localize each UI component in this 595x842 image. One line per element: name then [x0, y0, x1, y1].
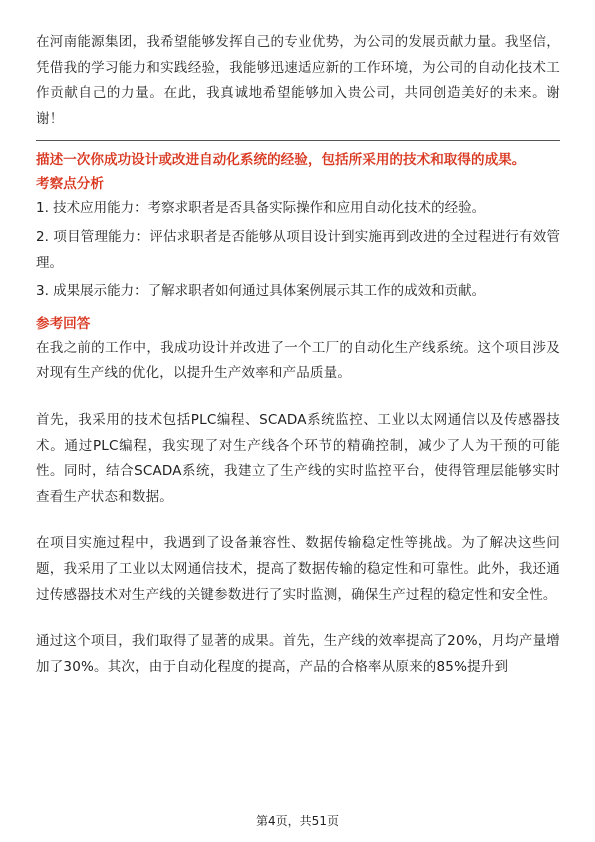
- answer-paragraph: 在我之前的工作中，我成功设计并改进了一个工厂的自动化生产线系统。这个项目涉及对现有生产线的优化，以提升生产效率和产品质量。: [36, 339, 560, 382]
- answer-paragraph: 首先，我采用的技术包括PLC编程、SCADA系统监控、工业以太网通信以及传感器技术。通过PLC编程，我实现了对生产线各个环节的精确控制，减少了人为干预的可能性。同时，结合SCADA系统，我建立了生产线的实时监控平台，使得管理层能够实时查看生产状态和数据。: [36, 411, 560, 505]
- page-number: 第4页，共51页: [256, 814, 339, 828]
- answer-paragraph: 通过这个项目，我们取得了显著的成果。首先，生产线的效率提高了20%，月均产量增加了30%。其次，由于自动化程度的提高，产品的合格率从原来的85%提升到: [36, 633, 560, 675]
- spacer: [36, 510, 560, 531]
- intro-paragraph: 在河南能源集团，我希望能够发挥自己的专业优势，为公司的发展贡献力量。我坚信，凭借我的学习能力和实践经验，我能够迅速适应新的工作环境，为公司的自动化技术工作贡献自己的力量。在此，我真诚地希望能够加入贵公司，共同创造美好的未来。谢谢！: [36, 34, 560, 127]
- answer-paragraph: 在项目实施过程中，我遇到了设备兼容性、数据传输稳定性等挑战。为了解决这些问题，我采用了工业以太网通信技术，提高了数据传输的稳定性和可靠性。此外，我还通过传感器技术对生产线的关键参数进行了实时监测，确保生产过程的稳定性和安全性。: [36, 535, 560, 603]
- analysis-item: 2. 项目管理能力：评估求职者是否能够从项目设计到实施再到改进的全过程进行有效管理。: [36, 228, 560, 271]
- analysis-title: 考察点分析: [36, 176, 104, 193]
- interview-question: 描述一次你成功设计或改进自动化系统的经验，包括所采用的技术和取得的成果。: [36, 152, 526, 169]
- analysis-item: 1. 技术应用能力：考察求职者是否具备实际操作和应用自动化技术的经验。: [36, 200, 486, 217]
- spacer: [36, 387, 560, 408]
- page-footer: [0, 812, 595, 829]
- spacer: [36, 608, 560, 629]
- section-divider: [36, 140, 560, 141]
- document-page: [36, 30, 560, 680]
- analysis-list: [36, 196, 560, 304]
- answer-title: 参考回答: [36, 315, 91, 332]
- analysis-item: 3. 成果展示能力：了解求职者如何通过具体案例展示其工作的成效和贡献。: [36, 283, 486, 300]
